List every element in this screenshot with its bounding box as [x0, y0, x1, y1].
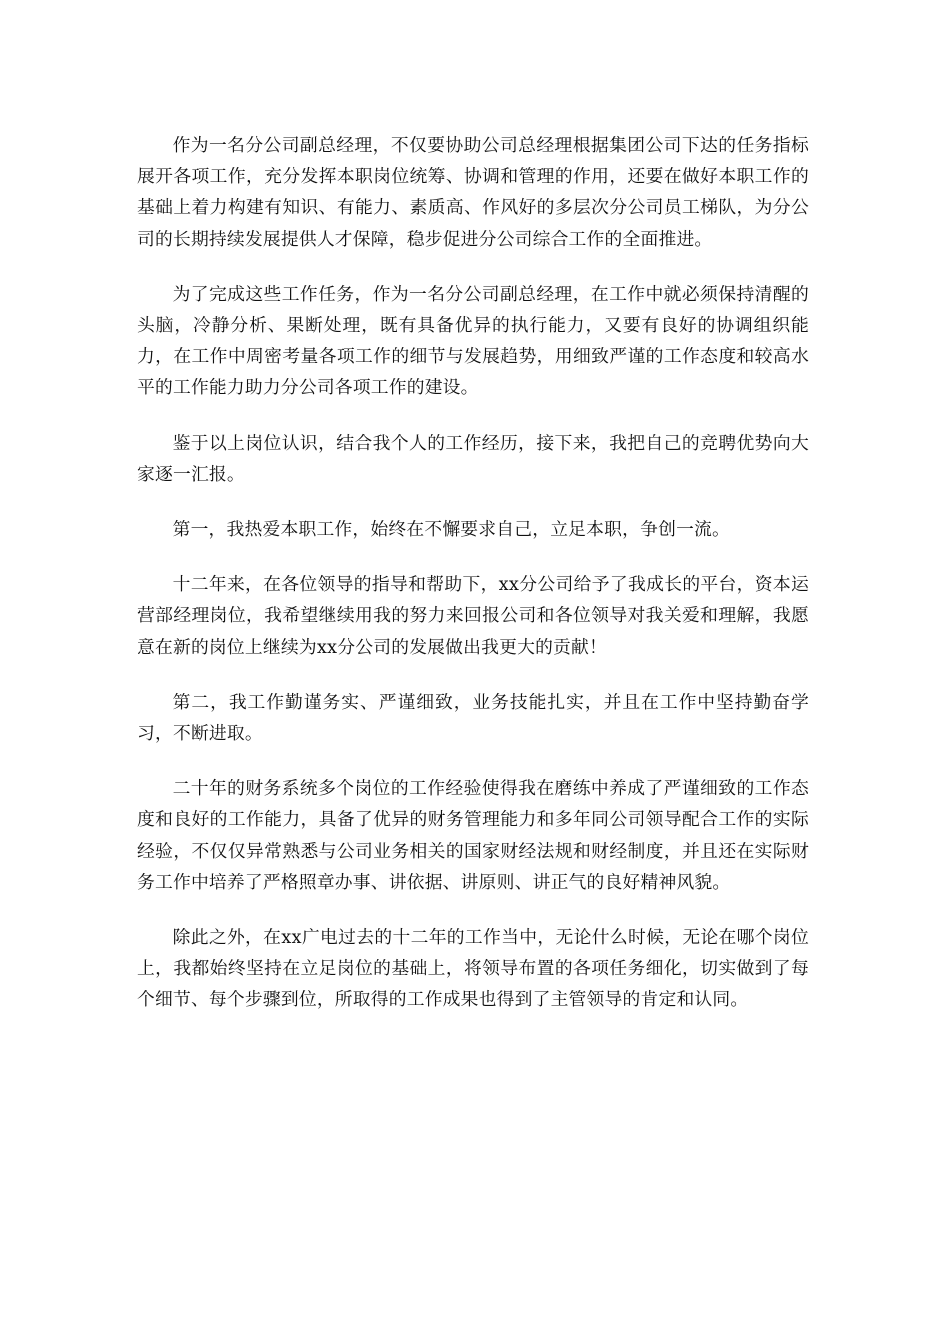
- paragraph-7: 二十年的财务系统多个岗位的工作经验使得我在磨练中养成了严谨细致的工作态度和良好的工作能力，具备了优异的财务管理能力和多年同公司领导配合工作的实际经验，不仅仅异常熟悉与公司业务相关的国家财经法规和财经制度，并且还在实际财务工作中培养了严格照章办事、讲依据、讲原则、讲正气的良好精神风貌。: [137, 778, 809, 893]
- paragraph-5: 十二年来，在各位领导的指导和帮助下，xx分公司给予了我成长的平台，资本运营部经理岗位，我希望继续用我的努力来回报公司和各位领导对我关爱和理解，我愿意在新的岗位上继续为xx分公司的发展做出我更大的贡献！: [137, 574, 809, 658]
- paragraph-1: 作为一名分公司副总经理，不仅要协助公司总经理根据集团公司下达的任务指标展开各项工作，充分发挥本职岗位统筹、协调和管理的作用，还要在做好本职工作的基础上着力构建有知识、有能力、素质高、作风好的多层次分公司员工梯队，为分公司的长期持续发展提供人才保障，稳步促进分公司综合工作的全面推进。: [137, 135, 809, 250]
- paragraph-8: 除此之外，在xx广电过去的十二年的工作当中，无论什么时候，无论在哪个岗位上，我都始终坚持在立足岗位的基础上，将领导布置的各项任务细化，切实做到了每个细节、每个步骤到位，所取得的工作成果也得到了主管领导的肯定和认同。: [137, 927, 809, 1011]
- paragraph-6: 第二，我工作勤谨务实、严谨细致，业务技能扎实，并且在工作中坚持勤奋学习，不断进取。: [137, 691, 809, 745]
- paragraph-4: 第一，我热爱本职工作，始终在不懈要求自己，立足本职，争创一流。: [172, 519, 731, 541]
- paragraph-3: 鉴于以上岗位认识，结合我个人的工作经历，接下来，我把自己的竞聘优势向大家逐一汇报。: [137, 432, 809, 485]
- document-body: [137, 130, 809, 1040]
- paragraph-2: 为了完成这些工作任务，作为一名分公司副总经理，在工作中就必须保持清醒的头脑，冷静分析、果断处理，既有具备优异的执行能力，又要有良好的协调组织能力，在工作中周密考量各项工作的细节与发展趋势，用细致严谨的工作态度和较高水平的工作能力助力分公司各项工作的建设。: [137, 283, 809, 399]
